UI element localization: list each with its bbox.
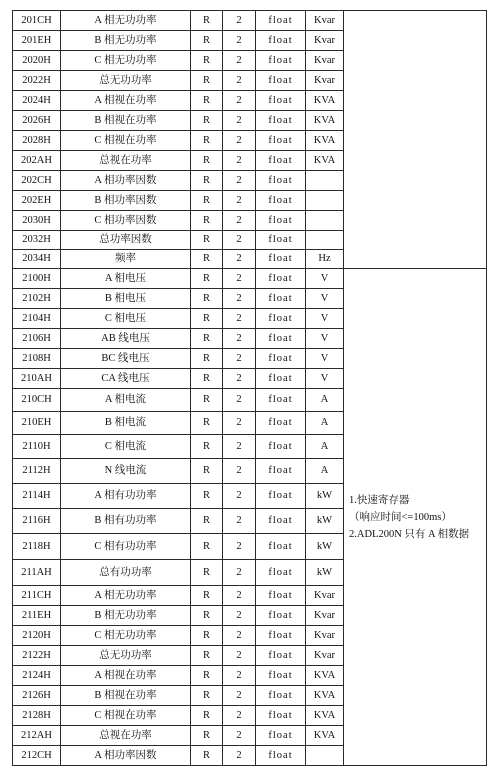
unit: KVA — [306, 151, 344, 171]
unit: Kvar — [306, 51, 344, 71]
data-type: float — [256, 586, 306, 606]
register-address: 2114H — [13, 484, 61, 509]
register-length: 2 — [223, 250, 256, 269]
parameter-name: BC 线电压 — [61, 349, 191, 369]
register-length: 2 — [223, 726, 256, 746]
access-mode: R — [191, 726, 223, 746]
register-table — [12, 10, 487, 766]
access-mode: R — [191, 269, 223, 289]
unit: V — [306, 329, 344, 349]
register-address: 2022H — [13, 71, 61, 91]
parameter-name: C 相无功功率 — [61, 51, 191, 71]
data-type: float — [256, 289, 306, 309]
register-address: 2108H — [13, 349, 61, 369]
access-mode: R — [191, 289, 223, 309]
register-address: 2024H — [13, 91, 61, 111]
access-mode: R — [191, 71, 223, 91]
register-length: 2 — [223, 369, 256, 389]
register-address: 212CH — [13, 746, 61, 766]
unit: Kvar — [306, 586, 344, 606]
access-mode: R — [191, 131, 223, 151]
register-address: 2100H — [13, 269, 61, 289]
register-address: 210AH — [13, 369, 61, 389]
data-type: float — [256, 131, 306, 151]
unit — [306, 191, 344, 211]
unit — [306, 746, 344, 766]
register-address: 2032H — [13, 231, 61, 250]
data-type: float — [256, 211, 306, 231]
unit: KVA — [306, 91, 344, 111]
parameter-name: C 相有功功率 — [61, 534, 191, 560]
data-type: float — [256, 686, 306, 706]
access-mode: R — [191, 91, 223, 111]
parameter-name: A 相功率因数 — [61, 171, 191, 191]
unit: KVA — [306, 131, 344, 151]
data-type: float — [256, 626, 306, 646]
access-mode: R — [191, 412, 223, 435]
register-address: 2124H — [13, 666, 61, 686]
register-length: 2 — [223, 31, 256, 51]
register-length: 2 — [223, 646, 256, 666]
remarks-cell — [344, 11, 487, 269]
unit: V — [306, 349, 344, 369]
unit: Kvar — [306, 11, 344, 31]
access-mode: R — [191, 171, 223, 191]
register-length: 2 — [223, 706, 256, 726]
register-length: 2 — [223, 289, 256, 309]
data-type: float — [256, 435, 306, 459]
unit: A — [306, 412, 344, 435]
unit: Kvar — [306, 646, 344, 666]
access-mode: R — [191, 646, 223, 666]
register-length: 2 — [223, 11, 256, 31]
parameter-name: A 相电流 — [61, 389, 191, 412]
register-address: 2110H — [13, 435, 61, 459]
unit: A — [306, 459, 344, 484]
data-type: float — [256, 309, 306, 329]
access-mode: R — [191, 484, 223, 509]
register-address: 202AH — [13, 151, 61, 171]
data-type: float — [256, 560, 306, 586]
parameter-name: AB 线电压 — [61, 329, 191, 349]
parameter-name: C 相电压 — [61, 309, 191, 329]
register-length: 2 — [223, 560, 256, 586]
register-address: 201EH — [13, 31, 61, 51]
data-type: float — [256, 746, 306, 766]
unit: Kvar — [306, 71, 344, 91]
access-mode: R — [191, 369, 223, 389]
parameter-name: 总无功功率 — [61, 646, 191, 666]
data-type: float — [256, 369, 306, 389]
register-length: 2 — [223, 626, 256, 646]
register-table-body — [13, 11, 487, 766]
parameter-name: CA 线电压 — [61, 369, 191, 389]
parameter-name: B 相无功功率 — [61, 31, 191, 51]
register-address: 2020H — [13, 51, 61, 71]
register-length: 2 — [223, 231, 256, 250]
data-type: float — [256, 412, 306, 435]
unit: Kvar — [306, 606, 344, 626]
unit: V — [306, 289, 344, 309]
register-address: 2030H — [13, 211, 61, 231]
data-type: float — [256, 171, 306, 191]
access-mode: R — [191, 151, 223, 171]
data-type: float — [256, 459, 306, 484]
access-mode: R — [191, 389, 223, 412]
register-address: 211CH — [13, 586, 61, 606]
data-type: float — [256, 349, 306, 369]
parameter-name: B 相电压 — [61, 289, 191, 309]
parameter-name: C 相无功功率 — [61, 626, 191, 646]
unit: KVA — [306, 111, 344, 131]
unit: KVA — [306, 686, 344, 706]
access-mode: R — [191, 586, 223, 606]
access-mode: R — [191, 329, 223, 349]
data-type: float — [256, 111, 306, 131]
parameter-name: B 相有功功率 — [61, 509, 191, 534]
data-type: float — [256, 484, 306, 509]
data-type: float — [256, 11, 306, 31]
unit: KVA — [306, 666, 344, 686]
data-type: float — [256, 250, 306, 269]
parameter-name: C 相视在功率 — [61, 706, 191, 726]
register-length: 2 — [223, 509, 256, 534]
register-length: 2 — [223, 586, 256, 606]
parameter-name: C 相电流 — [61, 435, 191, 459]
access-mode: R — [191, 191, 223, 211]
access-mode: R — [191, 31, 223, 51]
register-address: 211EH — [13, 606, 61, 626]
data-type: float — [256, 31, 306, 51]
unit: KVA — [306, 706, 344, 726]
register-address: 212AH — [13, 726, 61, 746]
register-address: 2116H — [13, 509, 61, 534]
register-address: 202EH — [13, 191, 61, 211]
register-length: 2 — [223, 686, 256, 706]
register-length: 2 — [223, 534, 256, 560]
parameter-name: C 相视在功率 — [61, 131, 191, 151]
parameter-name: A 相有功功率 — [61, 484, 191, 509]
register-length: 2 — [223, 111, 256, 131]
access-mode: R — [191, 309, 223, 329]
unit: V — [306, 369, 344, 389]
register-length: 2 — [223, 171, 256, 191]
parameter-name: B 相功率因数 — [61, 191, 191, 211]
register-address: 202CH — [13, 171, 61, 191]
unit — [306, 171, 344, 191]
unit: KVA — [306, 726, 344, 746]
data-type: float — [256, 329, 306, 349]
data-type: float — [256, 666, 306, 686]
access-mode: R — [191, 509, 223, 534]
parameter-name: A 相无功功率 — [61, 586, 191, 606]
register-length: 2 — [223, 459, 256, 484]
unit: kW — [306, 509, 344, 534]
unit: V — [306, 309, 344, 329]
unit: V — [306, 269, 344, 289]
access-mode: R — [191, 459, 223, 484]
access-mode: R — [191, 626, 223, 646]
table-row — [13, 269, 487, 289]
parameter-name: B 相电流 — [61, 412, 191, 435]
register-address: 2122H — [13, 646, 61, 666]
access-mode: R — [191, 706, 223, 726]
access-mode: R — [191, 11, 223, 31]
data-type: float — [256, 389, 306, 412]
register-length: 2 — [223, 606, 256, 626]
register-address: 2028H — [13, 131, 61, 151]
register-length: 2 — [223, 131, 256, 151]
register-length: 2 — [223, 435, 256, 459]
register-length: 2 — [223, 211, 256, 231]
parameter-name: A 相无功功率 — [61, 11, 191, 31]
access-mode: R — [191, 534, 223, 560]
access-mode: R — [191, 250, 223, 269]
unit: kW — [306, 560, 344, 586]
unit: kW — [306, 484, 344, 509]
parameter-name: A 相视在功率 — [61, 91, 191, 111]
table-row — [13, 11, 487, 31]
data-type: float — [256, 269, 306, 289]
unit: A — [306, 389, 344, 412]
unit: Kvar — [306, 31, 344, 51]
register-address: 210EH — [13, 412, 61, 435]
register-address: 2120H — [13, 626, 61, 646]
parameter-name: B 相视在功率 — [61, 686, 191, 706]
register-address: 211AH — [13, 560, 61, 586]
data-type: float — [256, 91, 306, 111]
remark-line: 2.ADL200N 只有 A 相数据 — [349, 528, 470, 540]
register-address: 2126H — [13, 686, 61, 706]
parameter-name: 总无功功率 — [61, 71, 191, 91]
register-length: 2 — [223, 71, 256, 91]
parameter-name: 频率 — [61, 250, 191, 269]
register-address: 2104H — [13, 309, 61, 329]
register-length: 2 — [223, 309, 256, 329]
data-type: float — [256, 606, 306, 626]
remarks-cell — [344, 269, 487, 766]
register-length: 2 — [223, 666, 256, 686]
register-length: 2 — [223, 412, 256, 435]
unit: A — [306, 435, 344, 459]
data-type: float — [256, 646, 306, 666]
access-mode: R — [191, 231, 223, 250]
unit — [306, 231, 344, 250]
access-mode: R — [191, 666, 223, 686]
access-mode: R — [191, 211, 223, 231]
data-type: float — [256, 726, 306, 746]
access-mode: R — [191, 51, 223, 71]
register-length: 2 — [223, 91, 256, 111]
access-mode: R — [191, 560, 223, 586]
unit: kW — [306, 534, 344, 560]
register-length: 2 — [223, 484, 256, 509]
register-length: 2 — [223, 329, 256, 349]
parameter-name: A 相视在功率 — [61, 666, 191, 686]
unit: Hz — [306, 250, 344, 269]
data-type: float — [256, 509, 306, 534]
access-mode: R — [191, 606, 223, 626]
register-address: 2102H — [13, 289, 61, 309]
register-length: 2 — [223, 389, 256, 412]
register-address: 2112H — [13, 459, 61, 484]
register-length: 2 — [223, 151, 256, 171]
data-type: float — [256, 191, 306, 211]
register-length: 2 — [223, 191, 256, 211]
access-mode: R — [191, 686, 223, 706]
register-length: 2 — [223, 51, 256, 71]
access-mode: R — [191, 111, 223, 131]
register-length: 2 — [223, 269, 256, 289]
data-type: float — [256, 51, 306, 71]
data-type: float — [256, 706, 306, 726]
parameter-name: 总有功功率 — [61, 560, 191, 586]
register-address: 2128H — [13, 706, 61, 726]
register-address: 2034H — [13, 250, 61, 269]
register-address: 2026H — [13, 111, 61, 131]
parameter-name: A 相电压 — [61, 269, 191, 289]
access-mode: R — [191, 349, 223, 369]
parameter-name: N 线电流 — [61, 459, 191, 484]
parameter-name: 总视在功率 — [61, 151, 191, 171]
parameter-name: C 相功率因数 — [61, 211, 191, 231]
parameter-name: 总视在功率 — [61, 726, 191, 746]
parameter-name: B 相无功功率 — [61, 606, 191, 626]
register-address: 2106H — [13, 329, 61, 349]
parameter-name: B 相视在功率 — [61, 111, 191, 131]
access-mode: R — [191, 435, 223, 459]
data-type: float — [256, 151, 306, 171]
data-type: float — [256, 71, 306, 91]
remark-line: 1.快速寄存器 — [349, 494, 410, 506]
register-address: 201CH — [13, 11, 61, 31]
register-address: 210CH — [13, 389, 61, 412]
data-type: float — [256, 534, 306, 560]
register-address: 2118H — [13, 534, 61, 560]
register-length: 2 — [223, 349, 256, 369]
remark-line: （响应时间<=100ms） — [349, 511, 452, 523]
parameter-name: A 相功率因数 — [61, 746, 191, 766]
unit: Kvar — [306, 626, 344, 646]
unit — [306, 211, 344, 231]
data-type: float — [256, 231, 306, 250]
parameter-name: 总功率因数 — [61, 231, 191, 250]
register-length: 2 — [223, 746, 256, 766]
access-mode: R — [191, 746, 223, 766]
